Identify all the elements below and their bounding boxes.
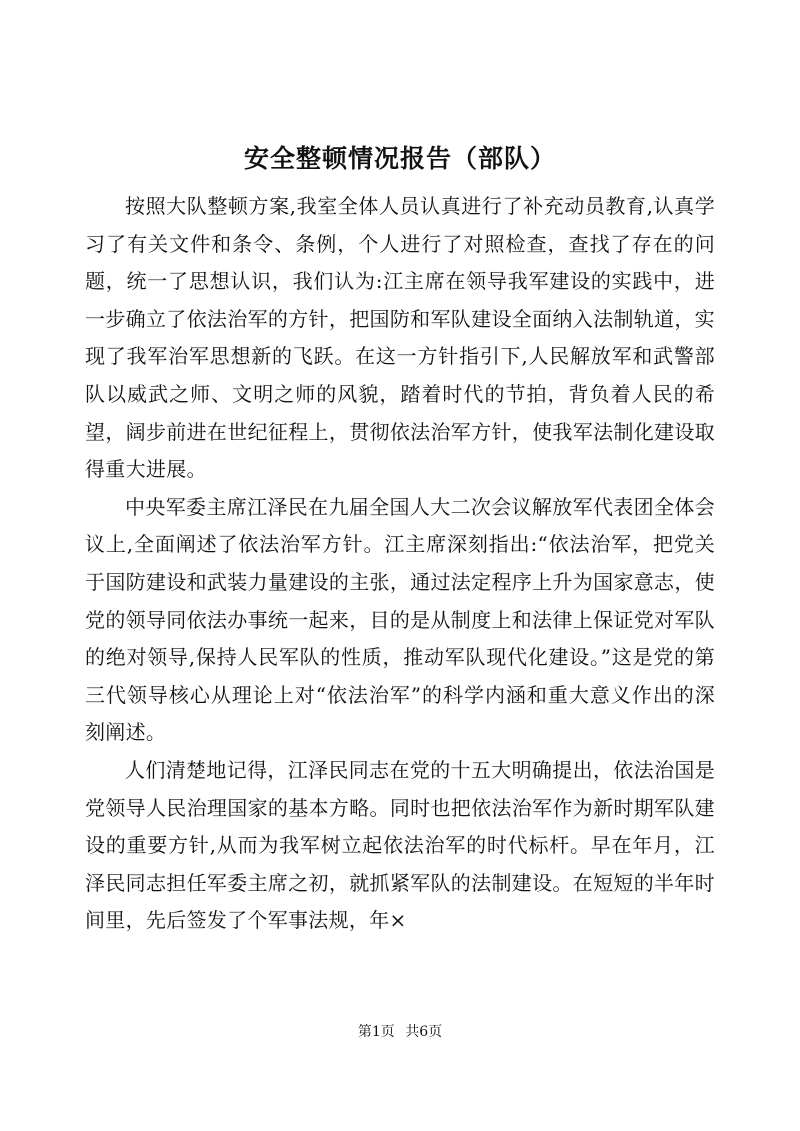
document-body [85, 188, 715, 940]
page-footer [0, 1022, 800, 1042]
page-total: 共6页 [405, 1024, 443, 1040]
page-number: 第1页 [357, 1024, 395, 1040]
document-title: 安全整顿情况报告（部队） [243, 144, 556, 173]
paragraph-3: 人们清楚地记得，江泽民同志在党的十五大明确提出，依法治国是党领导人民治理国家的基本方略。同时也把依法治军作为新时期军队建设的重要方针,从而为我军树立起依法治军的时代标杆。早在年月，江泽民同志担任军委主席之初，就抓紧军队的法制建设。在短短的半年时间里，先后签发了个军事法规，年× [85, 757, 715, 933]
paragraph-1: 按照大队整顿方案,我室全体人员认真进行了补充动员教育,认真学习了有关文件和条令、条例，个人进行了对照检查，查找了存在的问题，统一了思想认识，我们认为:江主席在领导我军建设的实践中，进一步确立了依法治军的方针，把国防和军队建设全面纳入法制轨道，实现了我军治军思想新的飞跃。在这一方针指引下,人民解放军和武警部队以威武之师、文明之师的风貌，踏着时代的节拍，背负着人民的希望，阔步前进在世纪征程上，贯彻依法治军方针，使我军法制化建设取得重大进展。 [85, 194, 715, 482]
paragraph-2: 中央军委主席江泽民在九届全国人大二次会议解放军代表团全体会议上,全面阐述了依法治军方针。江主席深刻指出:“依法治军，把党关于国防建设和武装力量建设的主张，通过法定程序上升为国家意志，使党的领导同依法办事统一起来，目的是从制度上和法律上保证党对军队的绝对领导,保持人民军队的性质，推动军队现代化建设。”这是党的第三代领导核心从理论上对“依法治军”的科学内涵和重大意义作出的深刻阐述。 [85, 494, 715, 745]
